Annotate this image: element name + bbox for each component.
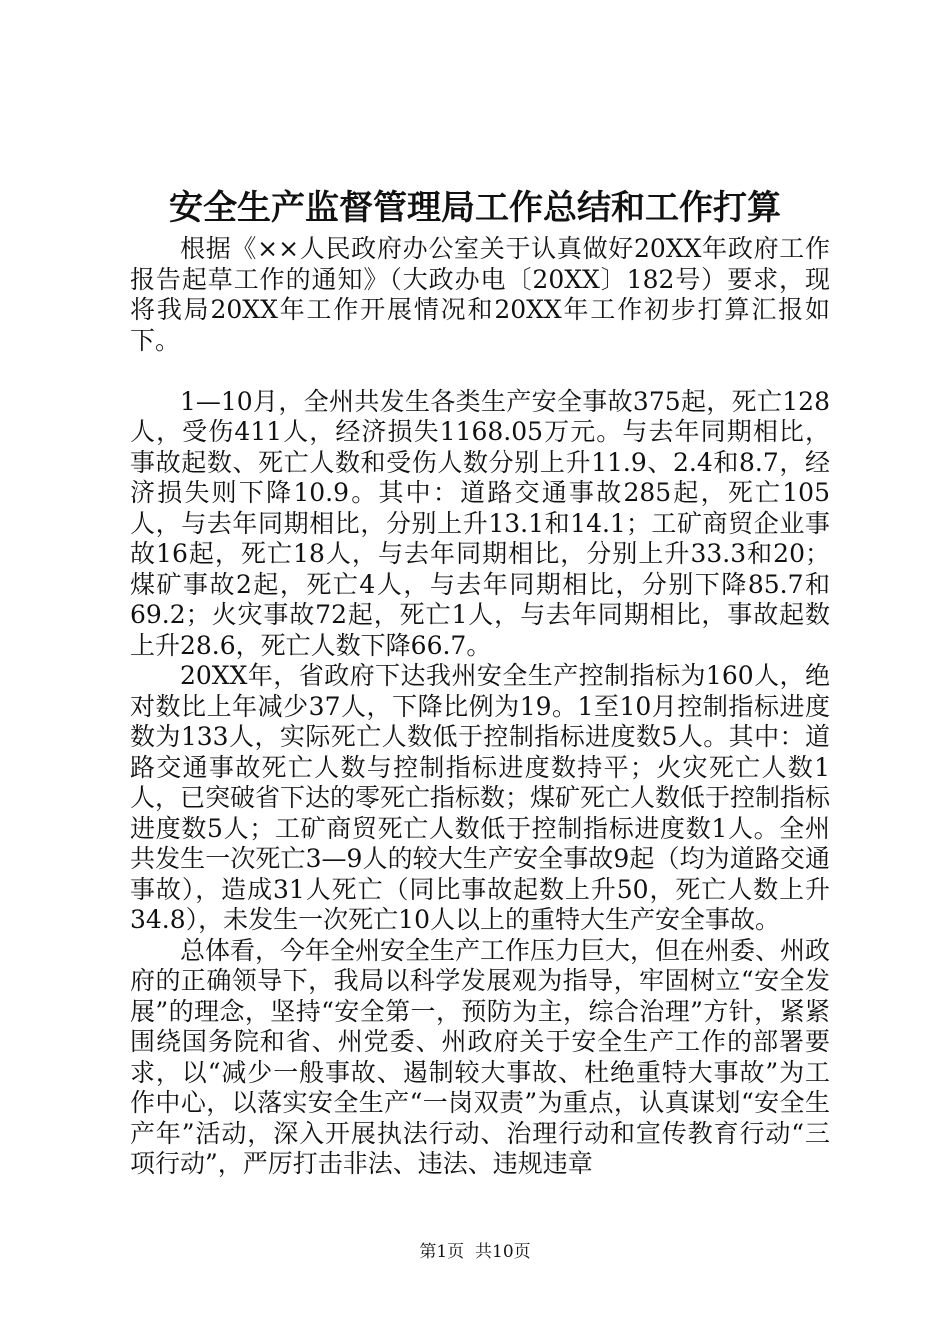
page-footer: [0, 1240, 950, 1264]
intro-paragraph: 根据《××人民政府办公室关于认真做好20XX年政府工作报告起草工作的通知》（大政办电〔20XX〕182号）要求，现将我局20XX年工作开展情况和20XX年工作初步打算汇报如下。: [130, 234, 830, 355]
accident-statistics-paragraph: 1—10月，全州共发生各类生产安全事故375起，死亡128人，受伤411人，经济损失1168.05万元。与去年同期相比，事故起数、死亡人数和受伤人数分别上升11.9、2.4和8.7，经济损失则下降10.9。其中：道路交通事故285起，死亡105人，与去年同期相比，分别上升13.1和14.1；工矿商贸企业事故16起，死亡18人，与去年同期相比，分别上升33.3和20；煤矿事故2起，死亡4人，与去年同期相比，分别下降85.7和69.2；火灾事故72起，死亡1人，与去年同期相比，事故起数上升28.6，死亡人数下降66.7。: [130, 386, 830, 660]
page-total: 共10页: [475, 1242, 531, 1262]
document-body: [130, 234, 830, 1180]
overall-summary-paragraph: 总体看，今年全州安全生产工作压力巨大，但在州委、州政府的正确领导下，我局以科学发展观为指导，牢固树立“安全发展”的理念，坚持“安全第一，预防为主，综合治理”方针，紧紧围绕国务院和省、州党委、州政府关于安全生产工作的部署要求，以“减少一般事故、遏制较大事故、杜绝重特大事故”为工作中心，以落实安全生产“一岗双责”为重点，认真谋划“安全生产年”活动，深入开展执法行动、治理行动和宣传教育行动“三项行动”，严厉打击非法、违法、违规违章: [130, 935, 831, 1178]
control-indicator-paragraph: 20XX年，省政府下达我州安全生产控制指标为160人，绝对数比上年减少37人，下降比例为19。1至10月控制指标进度数为133人，实际死亡人数低于控制指标进度数5人。其中：道路交通事故死亡人数与控制指标进度数持平；火灾死亡人数1人，已突破省下达的零死亡指标数；煤矿死亡人数低于控制指标进度数5人；工矿商贸死亡人数低于控制指标进度数1人。全州共发生一次死亡3—9人的较大生产安全事故9起（均为道路交通事故），造成31人死亡（同比事故起数上升50，死亡人数上升34.8），未发生一次死亡10人以上的重特大生产安全事故。: [130, 661, 831, 934]
page-number: 第1页: [419, 1242, 465, 1262]
document-title: 安全生产监督管理局工作总结和工作打算: [169, 188, 781, 228]
